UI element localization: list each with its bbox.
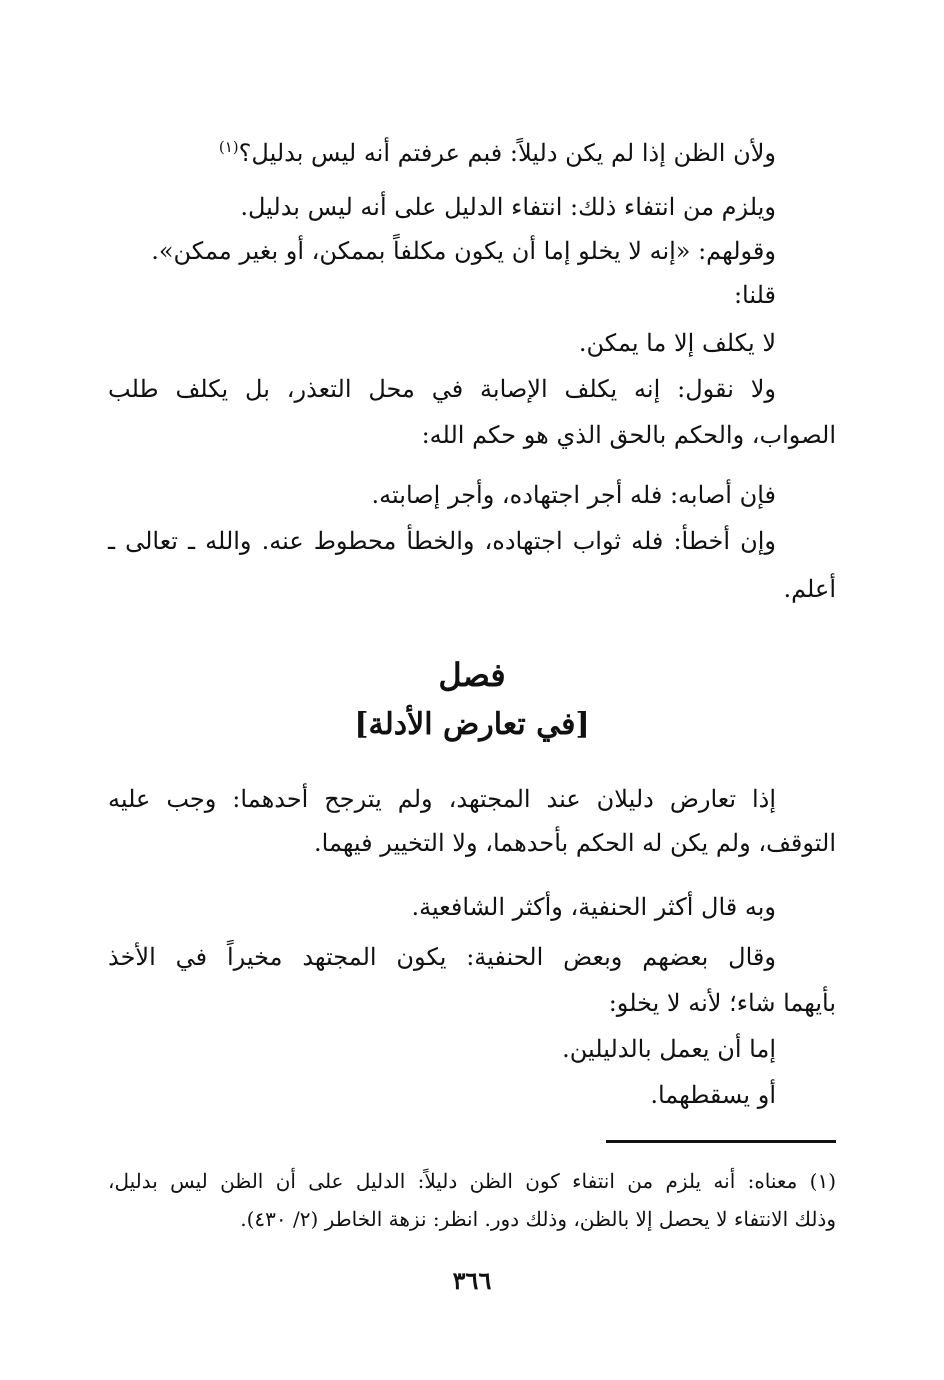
page-number: ٣٦٦ — [452, 1266, 492, 1295]
text-line: الصواب، والحكم بالحق الذي هو حكم الله: — [421, 421, 836, 449]
text-line: أعلم. — [783, 575, 836, 603]
text-line: بأيهما شاء؛ لأنه لا يخلو: — [608, 989, 836, 1017]
section-subtitle: [في تعارض الأدلة] — [354, 707, 590, 742]
text-line: لا يكلف إلا ما يمكن. — [578, 329, 776, 357]
text-line: ويلزم من انتفاء ذلك: انتفاء الدليل على أنه ليس بدليل. — [240, 193, 776, 221]
footnote-line: (١) معناه: أنه يلزم من انتفاء كون الظن دليلاً: الدليل على أن الظن ليس بدليل، — [108, 1169, 836, 1193]
text-line: فإن أصابه: فله أجر اجتهاده، وأجر إصابته. — [371, 481, 776, 509]
footnote-reference: (١) — [218, 138, 239, 156]
text-line: التوقف، ولم يكن له الحكم بأحدهما، ولا التخيير فيهما. — [314, 829, 836, 857]
text-line: إما أن يعمل بالدليلين. — [562, 1035, 776, 1063]
text-line: ولأن الظن إذا لم يكن دليلاً: فبم عرفتم أنه ليس بدليل؟$^{(١)}$ — [218, 138, 776, 167]
text-line: ولا نقول: إنه يكلف الإصابة في محل التعذر، بل يكلف طلب — [108, 375, 777, 403]
section-title: فصل — [438, 656, 506, 694]
footnote-line: وذلك الانتفاء لا يحصل إلا بالظن، وذلك دور. انظر: نزهة الخاطر (٢/ ٤٣٠). — [240, 1207, 836, 1231]
text-line: وبه قال أكثر الحنفية، وأكثر الشافعية. — [411, 893, 776, 921]
text-line: وقولهم: «إنه لا يخلو إما أن يكون مكلفاً بممكن، أو بغير ممكن». — [151, 237, 776, 265]
text-line: أو يسقطهما. — [650, 1081, 776, 1109]
text-line: إذا تعارض دليلان عند المجتهد، ولم يترجح أحدهما: وجب عليه — [108, 785, 776, 813]
text-line: قلنا: — [733, 281, 776, 309]
text-line: وقال بعضهم وبعض الحنفية: يكون المجتهد مخيراً في الأخذ — [108, 943, 776, 971]
text-line: وإن أخطأ: فله ثواب اجتهاده، والخطأ محطوط عنه. والله ـ تعالى ـ — [108, 527, 776, 555]
footnote-separator — [606, 1140, 836, 1143]
